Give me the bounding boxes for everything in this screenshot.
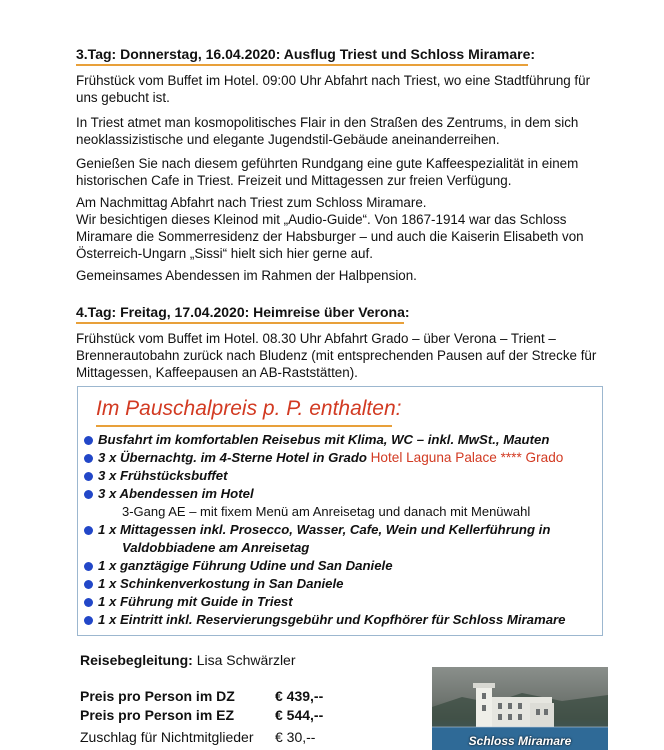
day3-heading: 3.Tag: Donnerstag, 16.04.2020: Ausflug Triest und Schloss Miramare: — [76, 46, 536, 62]
day4-paragraph-1: Frühstück vom Buffet im Hotel. 08.30 Uhr Abfahrt Grado – über Verona – Trient – Brennerautobahn zurück nach Bludenz (mit entsprechenden Pausen auf der Strecke für Mittagessen, Kaffeepausen an AB-Raststätten). — [76, 331, 597, 380]
price-value: € 30,-- — [275, 729, 316, 745]
hotel-name: Hotel Laguna Palace **** Grado — [370, 450, 564, 465]
tour-guide — [80, 652, 296, 668]
price-value: € 439,-- — [275, 688, 324, 704]
package-inclusions-box — [77, 386, 603, 636]
bullet-icon — [84, 598, 93, 607]
bullet-icon — [84, 562, 93, 571]
list-item: 1 x Schinkenverkostung in San Daniele — [84, 575, 566, 593]
bullet-icon — [84, 616, 93, 625]
castle-photo — [432, 667, 608, 750]
day4-heading-rule — [76, 322, 404, 324]
day3-paragraph-2: In Triest atmet man kosmopolitisches Flair in den Straßen des Zentrums, in dem sich neoklassizistische und elegante Jugendstil-Gebäude aneinanderreihen. — [76, 115, 579, 147]
day3-paragraph-3: Genießen Sie nach diesem geführten Rundgang eine gute Kaffeespezialität in einem historischen Cafe in Triest. Freizeit und Mittagessen zur freien Verfügung. — [76, 156, 579, 188]
day3-paragraph-4: Am Nachmittag Abfahrt nach Triest zum Schloss Miramare. Wir besichtigen dieses Kleinod mit „Audio-Guide“. Von 1867-1914 war das Schloss Miramare die Sommerresidenz der Habsburger – und auch die Kaiserin Elisabeth von Österreich-Ungarn „Sissi“ hielt sich hier gerne auf. — [76, 195, 584, 261]
list-item: 3 x Frühstücksbuffet — [84, 467, 566, 485]
price-label: Zuschlag für Nichtmitglieder — [80, 729, 254, 745]
inclusions-title: Im Pauschalpreis p. P. enthalten: — [96, 397, 402, 420]
bullet-icon — [84, 472, 93, 481]
photo-caption: Schloss Miramare — [468, 734, 572, 748]
tour-guide-label: Reisebegleitung: — [80, 652, 193, 668]
list-item: 1 x ganztägige Führung Udine und San Daniele — [84, 557, 566, 575]
list-item: 1 x Führung mit Guide in Triest — [84, 593, 566, 611]
tour-guide-name: Lisa Schwärzler — [196, 652, 296, 668]
price-label: Preis pro Person im EZ — [80, 707, 235, 723]
dinner-note: 3-Gang AE – mit fixem Menü am Anreisetag und danach mit Menüwahl — [122, 504, 531, 519]
bullet-icon — [84, 580, 93, 589]
bullet-icon — [84, 526, 93, 535]
bullet-icon — [84, 454, 93, 463]
lunch-continuation: Valdobbiadene am Anreisetag — [122, 540, 310, 555]
bullet-icon — [84, 490, 93, 499]
list-item: 1 x Eintritt inkl. Reservierungsgebühr und Kopfhörer für Schloss Miramare — [84, 611, 566, 629]
list-item: 1 x Mittagessen inkl. Prosecco, Wasser, Cafe, Wein und Kellerführung in — [84, 521, 566, 539]
price-value: € 544,-- — [275, 707, 324, 723]
inclusions-title-rule — [96, 425, 392, 427]
list-item: 3 x Abendessen im Hotel — [84, 485, 566, 503]
price-row-dz — [80, 688, 323, 704]
price-label: Preis pro Person im DZ — [80, 688, 235, 704]
price-row-ez — [80, 707, 323, 723]
bullet-icon — [84, 436, 93, 445]
day3-paragraph-1: Frühstück vom Buffet im Hotel. 09:00 Uhr Abfahrt nach Triest, wo eine Stadtführung für uns gebucht ist. — [76, 73, 591, 105]
day3-heading-rule — [76, 64, 528, 66]
inclusions-list — [84, 431, 566, 629]
list-item: Busfahrt im komfortablen Reisebus mit Klima, WC – inkl. MwSt., Mauten — [84, 431, 566, 449]
day4-heading: 4.Tag: Freitag, 17.04.2020: Heimreise über Verona: — [76, 304, 410, 320]
list-item: 3 x Übernachtg. im 4-Sterne Hotel in Grado Hotel Laguna Palace **** Grado — [84, 449, 566, 467]
day3-paragraph-5: Gemeinsames Abendessen im Rahmen der Halbpension. — [76, 268, 417, 283]
price-row-surcharge — [80, 729, 315, 745]
